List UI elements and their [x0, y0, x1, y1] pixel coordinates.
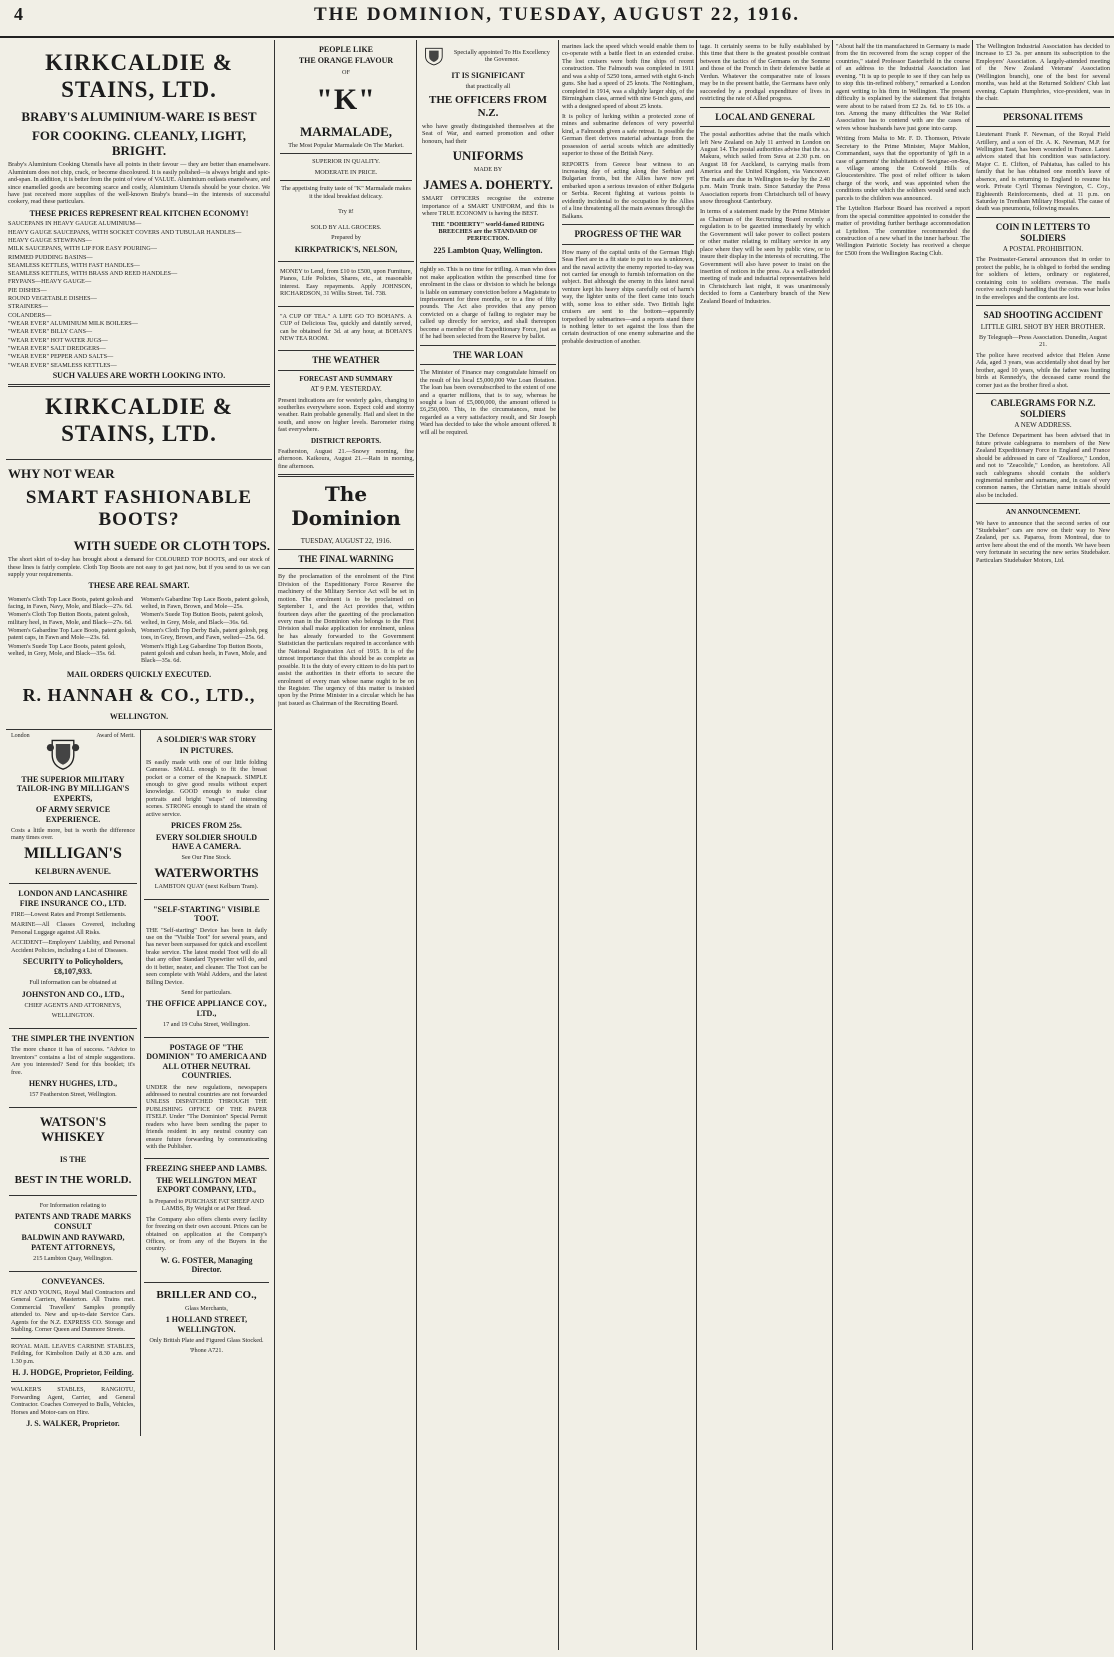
column-rule — [558, 40, 559, 1650]
editorial-body: REPORTS from Greece bear witness to an increasing day of acting along the Serbian and Bulgarian fronts, but the Allies have now yet embarked upon a serious invasion of either Bulgaria or Serbia. Recent fighting at various points is evidently incidental to the occupation by the Allies of a line threatening all the main avenues through the Balkans. — [562, 160, 694, 220]
ad-body: The more chance it has of success. "Advice to Inventors" contains a list of simple suggestions. Are you interested? Send for this booklet; it's free. — [11, 1046, 135, 1076]
ad-line: MADE BY — [473, 166, 503, 174]
section-subheading: A POSTAL PROHIBITION. — [1002, 245, 1084, 254]
advertiser-address: 215 Lambton Quay, Wellington. — [33, 1255, 113, 1263]
ad-body: The Most Popular Marmalade On The Market. — [288, 142, 404, 150]
advertiser-address: LAMBTON QUAY (next Kelburn Tram). — [154, 883, 259, 891]
ad-label: Award of Merit. — [96, 732, 135, 739]
ad-headline: FREEZING SHEEP AND LAMBS. — [146, 1164, 267, 1174]
money-lending-ad — [278, 262, 414, 307]
ad-headline: OF ARMY SERVICE EXPERIENCE. — [35, 805, 111, 824]
invention-ad — [9, 1029, 137, 1108]
boot-item: Women's Cloth Top Derby Bals, patent golosh, peg toes, in Grey, Brown, and Fawn, welted—25s. 6d. — [141, 627, 268, 642]
ad-body: The Company also offers clients every facility for freezing on their own account. Prices can be obtained on application at the Company's Offices, or from any of the Buyers in the country. — [145, 1215, 267, 1253]
ad-subheading: THESE ARE REAL SMART. — [88, 581, 190, 591]
ad-headline: BRABY'S ALUMINIUM-WARE IS BEST — [21, 109, 257, 125]
dateline: By Telegraph—Press Association. Dunedin, August 21. — [978, 333, 1107, 349]
price-item: MILK SAUCEPANS, WITH LIP FOR EASY POURING— — [8, 245, 157, 253]
tea-room-ad — [278, 307, 414, 352]
ad-line: For Information relating to — [39, 1201, 107, 1209]
advertiser-name: THE WELLINGTON MEAT EXPORT COMPANY, LTD., — [156, 1175, 257, 1195]
column-rule — [972, 40, 973, 1650]
editorial-heading: PROGRESS OF THE WAR — [574, 229, 682, 240]
price-item: HEAVY GAUGE SAUCEPANS, WITH SOCKET COVERS AND TUBULAR HANDLES— — [8, 228, 242, 236]
whiskey-ad — [9, 1108, 137, 1196]
ad-headline: MARMALADE, — [299, 123, 393, 139]
advertiser-address: 157 Featherston Street, Wellington. — [29, 1091, 117, 1099]
nameplate-date: TUESDAY, AUGUST 22, 1916. — [300, 536, 392, 545]
milligans-ad — [9, 730, 137, 884]
ad-headline: FOR COOKING. CLEANLY, LIGHT, BRIGHT. — [31, 127, 247, 158]
ad-body: WALKER'S STABLES, RANGIOTU, Forwarding Agent, Carrier, and General Contractor. Coaches Conveyed to Bulls, Vehicles, Horses and Motor-cars on Hire. — [11, 1386, 135, 1416]
ad-line: WELLINGTON. — [51, 1012, 95, 1020]
ad-body: FLY AND YOUNG, Royal Mail Contractors and General Carriers, Masterton. All Trains met. Commercial Travellers' Samples promptly attended to. New and up-to-date Service Cars. Agents for the N.Z. EXPRESS CO. Storage and Stabling. Corner Queen and Dunmore Streets. — [11, 1289, 135, 1334]
ad-line: Glass Merchants, — [184, 1304, 228, 1312]
column-2 — [278, 40, 414, 1650]
article-body: The Lyttelton Harbour Board has received a report from the special committee appointed to consider the matter of providing further berthage accommodation at Lyttelton. The committee recommended the construction of a new wharf in the inner harbour. The Wellington Patriotic Society has received a cheque for £500 from the Wellington Racing Club. — [836, 205, 970, 257]
advertiser-name: H. J. HODGE, Proprietor, Feilding. — [12, 1367, 134, 1377]
ad-footer: SUCH VALUES ARE WORTH LOOKING INTO. — [52, 370, 226, 380]
ad-headline: UNIFORMS — [452, 148, 524, 164]
price-item: SEAMLESS KETTLES, WITH FAST HANDLES— — [8, 261, 140, 269]
article-body: Present indications are for westerly gales, changing to southerlies everywhere soon. Expect cold and stormy weather. Rain probable generally. Hail and sleet in the south, and snow on higher levels. Barometer rising fast everywhere. — [278, 396, 414, 434]
meat-export-ad — [144, 1159, 269, 1282]
price-item: PIE DISHES— — [8, 286, 47, 294]
advertiser-name: R. HANNAH & CO., LTD., — [22, 685, 256, 706]
article-body: In terms of a statement made by the Prime Minister as Chairman of the Recruiting Board recently a regulation is to be gazetted immediately by which the Government will take power to collect posters or other matter relating to military service in any place where they will be seen by public view, or to insure their display in the interests of recruiting. The Government will also have power to insist on the insertion of notices in the press. As a well-attended meeting of trade and industrial representatives held in Christchurch last night, it was unanimously decided to form a Canterbury branch of the New Zealand Board of Industries. — [700, 208, 830, 305]
editorial-body: rightly so. This is no time for trifling. A man who does not make application within the prescribed time for enrolment in the class or division to which he belongs is liable on summary conviction before a Magistrate to imprisonment for three months, or to a fine of fifty pounds. The Act also provides that any person convicted on a charge of failing to register may be called up directly for service, and shall thereupon become a member of the Expeditionary Force, just as if he had been selected from the Reserve by ballot. — [420, 266, 556, 341]
ad-body: The appetising fruity taste of "K" Marmalade makes it the ideal breakfast delicacy. — [281, 185, 411, 200]
price-item: STRAINERS— — [8, 303, 48, 311]
column-6 — [836, 40, 970, 1650]
advertiser-name: THE OFFICE APPLIANCE COY., LTD., — [146, 999, 267, 1018]
ad-line: that practically all — [465, 83, 511, 91]
article-body: The police have received advice that Helen Anne Ada, aged 3 years, was accidentally shot dead by her brother, aged 10 years, while the father was hunting birds at Kennedy's, the deceased came round the corner just as the brother fired a shot. — [976, 351, 1110, 389]
masthead: THE DOMINION, TUESDAY, AUGUST 22, 1916. — [313, 4, 801, 25]
briller-ad — [144, 1283, 269, 1363]
price-item: HEAVY GAUGE STEWPANS— — [8, 236, 92, 244]
price-item: "WEAR EVER" HOT WATER JUGS— — [8, 336, 108, 344]
advertiser-name: WATERWORTHS — [154, 864, 259, 880]
ad-headline: WATSON'S WHISKEY — [39, 1113, 107, 1145]
advertiser-name: JAMES A. DOHERTY. — [423, 176, 553, 192]
marmalade-ad — [278, 40, 414, 262]
advertiser-name: KIRKCALDIE & STAINS, LTD. — [45, 50, 233, 103]
ad-headline: A SOLDIER'S WAR STORY — [156, 734, 257, 744]
price-list — [8, 220, 270, 369]
ad-footer: MAIL ORDERS QUICKLY EXECUTED. — [66, 669, 212, 679]
ad-headline: BEST IN THE WORLD. — [14, 1173, 132, 1186]
price-item: ROUND VEGETABLE DISHES— — [8, 295, 97, 303]
ad-line: 'Phone A721. — [189, 1347, 224, 1355]
postage-notice — [144, 1038, 269, 1160]
ad-headline: WHY NOT WEAR — [8, 465, 115, 481]
boot-item: Women's Suede Top Lace Boots, patent golosh, welted, in Grey, Mole, and Black—35s. 6d. — [8, 642, 126, 658]
ad-body: SMART OFFICERS recognise the extreme importance of a SMART UNIFORM, and this is where TRUE ECONOMY is having the BEST. — [422, 195, 554, 218]
boot-item: Women's Suede Top Button Boots, patent golosh, welted, in Grey, Mole, and Black—36s. 6d. — [141, 611, 264, 626]
kirkcaldie-aluminium-ad — [6, 40, 272, 460]
section-heading: THE WEATHER — [312, 355, 380, 366]
section-heading: COIN IN LETTERS TO SOLDIERS — [995, 221, 1091, 243]
article-body: tage. It certainly seems to be fully established by this time that there is the greatest possible contrast between the tactics of the Germans on the Somme and those of the French in their defensive battle at Verdun. Whatever the comparative rate of losses may be in the present battle, the Germans have only succeeded by a prodigal expenditure of lives in restricting the rate of Allied progress. — [700, 43, 830, 103]
ad-headline: THE SIMPLER THE INVENTION — [11, 1033, 135, 1043]
column-7 — [976, 40, 1110, 1650]
ad-headline: WITH SUEDE OR CLOTH TOPS. — [73, 537, 270, 553]
ad-line: Send for particulars. — [181, 989, 232, 997]
article-body: We have to announce that the second series of our "Studebaker" cars are now on their way to New Zealand, per s.s. Paparoa, from Montreal, due to arrive here about the end of the month. We have been very fortunate in securing the new series Studebaker. Particulars Studebaker Motors, Ltd. — [976, 519, 1110, 564]
ad-headline: THE SUPERIOR MILITARY TAILOR-ING BY MILLIGAN'S EXPERTS, — [16, 774, 130, 803]
ad-headline: "K" — [316, 83, 376, 117]
editorial-body: The Minister of Finance may congratulate himself on the result of his local £5,000,000 War Loan flotation. The loan has been oversubscribed to the extent of one and a quarter millions, that is to say, whereas he sought a loan of £5,000,000, the amount offered is £6,250,000. This, in the circumstances, must be regarded as a very satisfactory result, and Sir Joseph Ward has decided to take the whole amount offered. It will all be required. — [420, 369, 556, 436]
page-number: 4 — [14, 4, 23, 24]
ad-headline: LONDON AND LANCASHIRE FIRE INSURANCE CO., LTD. — [18, 889, 128, 908]
right-ads-subcolumn — [141, 730, 272, 1436]
ad-body: UNDER the new regulations, newspapers addressed to neutral countries are not forwarded UNLESS DISPATCHED THROUGH THE PUBLISHING OFFICE OF THE PAPER ITSELF. Under "The Dominion" Special Permit readers who have been sending the paper to friends resident in any neutral country can ensure future forwarding by communicating with the Publisher. — [145, 1083, 267, 1151]
advertiser-name: BRILLER AND CO., — [156, 1288, 257, 1301]
advertiser-location: WELLINGTON. — [109, 712, 169, 722]
advertiser-name: KIRKPATRICK'S, NELSON, — [294, 244, 398, 254]
article-body: Featherston, August 21.—Snowy morning, fine afternoon. Kaikoura, August 21.—Rain in morning, fine afternoon. — [278, 448, 414, 470]
article-body: The postal authorities advise that the mails which left New Zealand on July 11 arrived in London on August 14. The postal authorities advise that the s.s. Makura, which sailed from Suva at 2.30 p.m. on August 18 for Auckland, is carrying mails from America and the United Kingdom, via Vancouver. The mails are due in Wellington to-day by the 2.40 p.m. Main Trunk train. Since Saturday the Press Association reports from Christchurch tell of heavy snow throughout Canterbury. — [700, 131, 830, 206]
boots-list-left — [8, 595, 137, 666]
coat-of-arms-icon — [44, 735, 82, 771]
article-body: The Wellington Industrial Association has decided to increase to £3 3s. per annum its subscription to the Employers' Association. A largely-attended meeting of the New Zealand Veterans' Association (Wellington branch), one of the best for several months, was held at the Returned Soldiers' Club last evening. Captain Humphries, vice-president, was in the chair. — [976, 43, 1110, 103]
price-item: "WEAR EVER" SALT DREDGERS— — [8, 344, 106, 352]
boot-item: Women's Cloth Top Button Boots, patent golosh, military heel, in Fawn, Mole, and Black—27s. 6d. — [8, 611, 133, 626]
ad-headline: "SELF-STARTING" VISIBLE TOOT. — [153, 904, 260, 924]
advertiser-address: 225 Lambton Quay, Wellington. — [433, 245, 543, 255]
royal-warrant: Specially appointed To His Excellency the Governor. — [453, 48, 550, 63]
newspaper-nameplate: The Dominion — [291, 482, 401, 530]
section-subheading: DISTRICT REPORTS. — [310, 436, 382, 445]
ad-body: THE "DOHERTY" world-famed RIDING BREECHES are the STANDARD OF PERFECTION. — [431, 220, 545, 243]
boot-item: Women's Gabardine Top Lace Boots, patent golosh, patent caps, in Fawn and Mole—23s. 6d. — [8, 627, 137, 642]
doherty-ad — [420, 40, 556, 263]
section-subheading: FORECAST AND SUMMARY — [299, 375, 393, 384]
ad-line: See Our Fine Stock. — [181, 854, 232, 862]
ad-line: SUPERIOR IN QUALITY. — [312, 158, 380, 166]
price-item: COLANDERS— — [8, 311, 52, 319]
ad-body: Costs a little more, but is worth the difference many times over. — [11, 826, 135, 842]
price-item: "WEAR EVER" SEAMLESS KETTLES— — [8, 361, 117, 369]
ad-headline: IS THE — [59, 1154, 87, 1164]
ad-line: EVERY SOLDIER SHOULD HAVE A CAMERA. — [155, 832, 258, 851]
royal-crest-icon — [422, 43, 446, 69]
conveyances-ad — [9, 1272, 137, 1436]
page-header — [0, 0, 1114, 38]
column-rule — [832, 40, 833, 1650]
ad-body: Is Prepared to PURCHASE FAT SHEEP AND LAMBS, By Weight or at Per Head. — [148, 1197, 264, 1213]
ad-headline: CONVEYANCES. — [41, 1276, 105, 1286]
section-heading: PERSONAL ITEMS — [1003, 111, 1083, 122]
price-item: SAUCEPANS IN HEAVY GAUGE ALUMINIUM— — [8, 220, 142, 228]
column-rule — [274, 40, 275, 1650]
ad-headline: PEOPLE LIKE — [318, 45, 373, 54]
section-subheading: AN ANNOUNCEMENT. — [1005, 508, 1081, 517]
ad-headline: IN PICTURES. — [179, 746, 234, 756]
column-3 — [420, 40, 556, 1650]
ad-headline: IT IS SIGNIFICANT — [451, 71, 525, 80]
divider — [8, 384, 270, 387]
ad-headline: SMART FASHIONABLE BOOTS? — [25, 486, 253, 531]
ad-body: Braby's Aluminium Cooking Utensils have all points in their favour — they are better than enamelware. Aluminium does not chip, crack, or become discoloured. It is easily polished—is always bright and spic-and-span. In addition, it is better from the point of view of VALUE. Aluminium outlasts enamelware, and since enamelled goods are becoming scarce and costly, Aluminium Utensils should be your choice. We have just received more supplies of the well-known Braby's brand—in the interests of successful cookery, read these particulars. — [8, 161, 270, 206]
section-heading: LOCAL AND GENERAL — [715, 111, 815, 122]
boots-list-right — [141, 595, 270, 666]
ad-line: SOLD BY ALL GROCERS. — [310, 223, 382, 231]
price-item: "WEAR EVER" PEPPER AND SALTS— — [8, 353, 114, 361]
ad-line: JOHNSTON AND CO., LTD., — [21, 989, 125, 999]
advertiser-name: MILLIGAN'S — [24, 844, 122, 862]
column-5 — [700, 40, 830, 1650]
ad-line: SECURITY to Policyholders, £8,107,933. — [23, 957, 123, 976]
editorial-body: How many of the capital units of the German High Seas Fleet are in a fit state to put to sea is unknown, and the naval activity the enemy reported to-day was not carried far enough to furnish information on the subject. But although the enemy in this latest naval venture kept his heavy ships carefully out of harm's way, the lighter units of the fleet came into touch with, some loss to either side. Two British light cruisers are sent to the bottom—apparently torpedoed by submarines—and a reports stand there is nothing letter to set against the loss than the certain destruction of one enemy submarine and the probable destruction of another. — [562, 248, 694, 345]
section-heading: SAD SHOOTING ACCIDENT — [983, 310, 1103, 321]
ad-headline: THE ORANGE FLAVOUR — [298, 56, 394, 66]
price-item: FRYPANS—HEAVY GAUGE— — [8, 278, 92, 286]
ad-line: Try it! — [338, 208, 354, 216]
ad-headline: OF — [342, 68, 350, 76]
ad-line: PRICES FROM 25s. — [171, 821, 242, 831]
ad-body: ROYAL MAIL LEAVES CARBINE STABLES, Feilding, for Kimbolton Daily at 8.30 a.m. and 1.30 p.m. — [11, 1342, 135, 1365]
ad-headline: THE OFFICERS FROM N.Z. — [429, 93, 547, 119]
section-heading: CABLEGRAMS FOR N.Z. SOLDIERS — [990, 397, 1096, 419]
ad-body: The short skirt of to-day has brought about a demand for COLOURED TOP BOOTS, and our stock of these lines is fairly complete. Cloth Top Boots are not easy to get just now, but if you send to us we can supply your requirements. — [8, 556, 270, 578]
weather-section — [278, 355, 414, 470]
boot-item: Women's Gabardine Top Lace Boots, patent golosh, welted, in Fawn, Brown, and Mole—25s. — [141, 595, 270, 611]
ad-subheading: THESE PRICES REPRESENT REAL KITCHEN ECONOMY! — [29, 208, 249, 218]
boots-list — [8, 593, 270, 668]
article-body: Lieutenant Frank F. Newman, of the Royal Field Artillery, and a son of Dr. A. K. Newman, M.P. for Wellington East, has been wounded in France. Latest advices stated that his condition was satisfactory. Major C. E. Clifton, of Pahiatua, has called to his family that he has obtained one month's leave of absence, and is returning to England to resume his work. Private Cyril Thomas Nevington, C. Coy., Eighteenth Reinforcements, died at 11 p.m. on Saturday in Trentham Military Hospital. The cause of death was pneumonia, following measles. — [976, 131, 1110, 213]
price-item: SEAMLESS KETTLES, WITH BRASS AND REED HANDLES— — [8, 270, 178, 278]
ad-line: FIRE—Lowest Rates and Prompt Settlements. — [11, 911, 127, 918]
ad-body: Only British Plate and Figured Glass Stocked. — [149, 1336, 264, 1344]
advertiser-name: J. S. WALKER, Proprietor. — [26, 1419, 120, 1429]
editorial-heading: THE FINAL WARNING — [298, 553, 394, 564]
boots-ad — [6, 460, 272, 730]
ad-headline: PATENTS AND TRADE MARKS CONSULT — [14, 1212, 132, 1231]
patents-ad — [9, 1196, 137, 1272]
section-subheading: LITTLE GIRL SHOT BY HER BROTHER. — [980, 322, 1106, 331]
ad-line: MODERATE IN PRICE. — [314, 168, 378, 176]
advertiser-name: W. G. FOSTER, Managing Director. — [160, 1255, 253, 1275]
insurance-ad — [9, 884, 137, 1029]
article-body: The Postmaster-General announces that in order to protect the public, he is obliged to forbid the sending for soldiers of letters, ordinary or registered, containing coin to soldiers overseas. The mails receive such rough handling that the coins wear holes in the envelopes and the contents are lost. — [976, 256, 1110, 301]
ad-line: Prepared by — [331, 234, 361, 242]
ad-headline: POSTAGE OF "THE DOMINION" TO AMERICA AND ALL OTHER NEUTRAL COUNTRIES. — [146, 1042, 267, 1081]
advertiser-address: KELBURN AVENUE. — [35, 866, 111, 876]
left-ads-subcolumn — [6, 730, 141, 1436]
typewriter-ad — [144, 900, 269, 1038]
boot-item: Women's High Leg Gabardine Top Button Boots, patent golosh and cuban heels, in Fawn, Mole, and Black—35s. 6d. — [141, 642, 267, 665]
editorial-body: It is policy of lurking within a protected zone of mines and submarine defences of very powerful kind, a Falmouth given a safe retreat. Is possible the German fleet derives material advantage from the possession of aerial scouts which are admittedly superior to those of the British Navy. — [562, 112, 694, 158]
boot-item: Women's Cloth Top Lace Boots, patent golosh and facing, in Fawn, Navy, Mole, and Black—27s. 6d. — [8, 595, 134, 611]
ad-body: MONEY to Lend, from £10 to £500, upon Furniture, Pianos, Life Policies, Shares, etc., at reasonable interest. Easy repayments. Apply JOHNSON, RICHARDSON, 31 Willis Street. Tel. 738. — [280, 267, 412, 298]
ad-body: "A CUP OF TEA." A LIFE GO TO BOHAN'S. A CUP of Delicious Tea, quickly and daintily served, can be obtained for 3d. at any hour, at BOHAN'S NEW TEA ROOM. — [280, 312, 412, 343]
ad-line: Full information can be obtained at — [29, 979, 117, 987]
price-item: "WEAR EVER" BILLY CANS— — [8, 328, 93, 336]
ad-label: London — [11, 732, 30, 739]
editorial-heading: THE WAR LOAN — [452, 349, 524, 360]
ad-line: ACCIDENT—Employers' Liability, and Personal Accident Policies, including a List of Diseases. — [11, 939, 135, 954]
ad-body: who have greatly distinguished themselves at the Seat of War, and earned promotion and other honours, had their — [422, 122, 554, 145]
advertiser-name: KIRKCALDIE & STAINS, LTD. — [45, 394, 233, 447]
article-body: Writing from Malta to Mr. F. D. Thomson, Private Secretary to the Prime Minister, Major Mahlon, Commandant, says that the opportunity of 'gift in a case of garments' the inhabitants of Sevignac-on-Sea, a village among the Cotswold Hills of Gloucestershire. The post of relief officer is taken charge of the work, and was appointed when the conditions under which the soldiers would send such parcels to the children was announced. — [836, 135, 970, 202]
advertiser-name: HENRY HUGHES, LTD., — [28, 1079, 118, 1088]
ad-line: CHIEF AGENTS AND ATTORNEYS, — [24, 1001, 122, 1009]
advertiser-address: 1 HOLLAND STREET, WELLINGTON. — [165, 1315, 248, 1334]
article-body: "About half the tin manufactured in Germany is made from the tin recovered from the scrap copper of the countries," stated Professor Easterfield in the course of an address to the Industrial Association last evening. "It is up to people to see if they can help us to stop this tin-refined robbery," remarked a London agent writing to his firm in Wellington. The present difficulty is explained by the statement that freights were about to be raised from £2 2s. 6d. to £6 10s. a ton. Among the many difficulties the War Relief Association has to contend with are the cases of wives whose husbands have just gone into camp. — [836, 43, 970, 132]
column-rule — [696, 40, 697, 1650]
editorial-body: marines lack the speed which would enable them to co-operate with a battle fleet in an extended cruise. The lost cruisers were both fine ships of recent construction. The Falmouth was completed in 1911 and was a ship of 5250 tons, armed with eight 6-inch guns. She had a speed of 25 knots. The Nottingham, completed in 1914, was a slightly larger ship, of the Birmingham class, armed with nine 6-inch guns, and with a designed speed of about 25 knots. — [562, 43, 694, 110]
ad-body: THE "Self-starting" Device has been in daily use on the "Visible Toot" for several years, and has never been surpassed for quick and excellent brake service. The latest model Toot will do all that any other Standard Typewriter will do, and do it better, neater, and cleaner. The Toot can be seen complete with Wahl Adders, and the latest Billing Device. — [145, 926, 267, 986]
section-subheading: AT 9 P.M. YESTERDAY. — [310, 385, 382, 394]
column-4 — [562, 40, 694, 1650]
article-body: The Defence Department has been advised that in future private cablegrams to members of the New Zealand Expeditionary Force in England and France should be addressed in care of "Zealforce," London, and not to "Zeacolide," London, as heretofore. All such cablegrams should contain the soldier's regimental number and surname, and, in case of very common names, the Christian name initials should also be included. — [976, 432, 1110, 499]
ad-body: IS easily made with one of our little folding Cameras. SMALL enough to fit the breast pocket or a corner of the Knapsack. SIMPLE enough to give good results without expert knowledge. GOOD enough to make clear portraits and bright "snaps" of interesting scenes. STRONG enough to stand the strain of active service. — [145, 758, 267, 818]
ad-line: MARINE—All Classes Covered, including Personal Luggage against All Risks. — [11, 921, 135, 936]
camera-ad — [144, 730, 269, 900]
column-advertisements-left — [6, 40, 272, 1650]
advertiser-name: BALDWIN AND RAYWARD, PATENT ATTORNEYS, — [21, 1233, 125, 1252]
column-rule — [416, 40, 417, 1650]
advertiser-address: 17 and 19 Cuba Street, Wellington. — [163, 1021, 250, 1029]
price-item: "WEAR EVER" ALUMINIUM MILK BOILERS— — [8, 320, 138, 328]
price-item: RIMMED PUDDING BASINS— — [8, 253, 93, 261]
editorial-body: By the proclamation of the enrolment of the First Division of the Expeditionary Force Reserve the machinery of the Military Service Act will be set in motion. The enrolment is to be proclaimed on September 1, and the Act provides that, within fourteen days after the gazetting of the proclamation every man in the Dominion who belongs to the First Division shall make application for enrolment, unless he has already forwarded to the Government Statistician the particulars required in accordance with the National Registration Act of 1915. It is of the utmost importance that this should be as complete as possible. It is the duty of every citizen to do his part to assist the authorities in their efforts to secure the enrolment of every man whose name ought to be on the Register. The urgency of this matter is insisted upon by the Prime Minister in a circular which he has just issued as Chairman of the Recruiting Board. — [278, 573, 414, 707]
section-subheading: A NEW ADDRESS. — [1014, 421, 1072, 430]
